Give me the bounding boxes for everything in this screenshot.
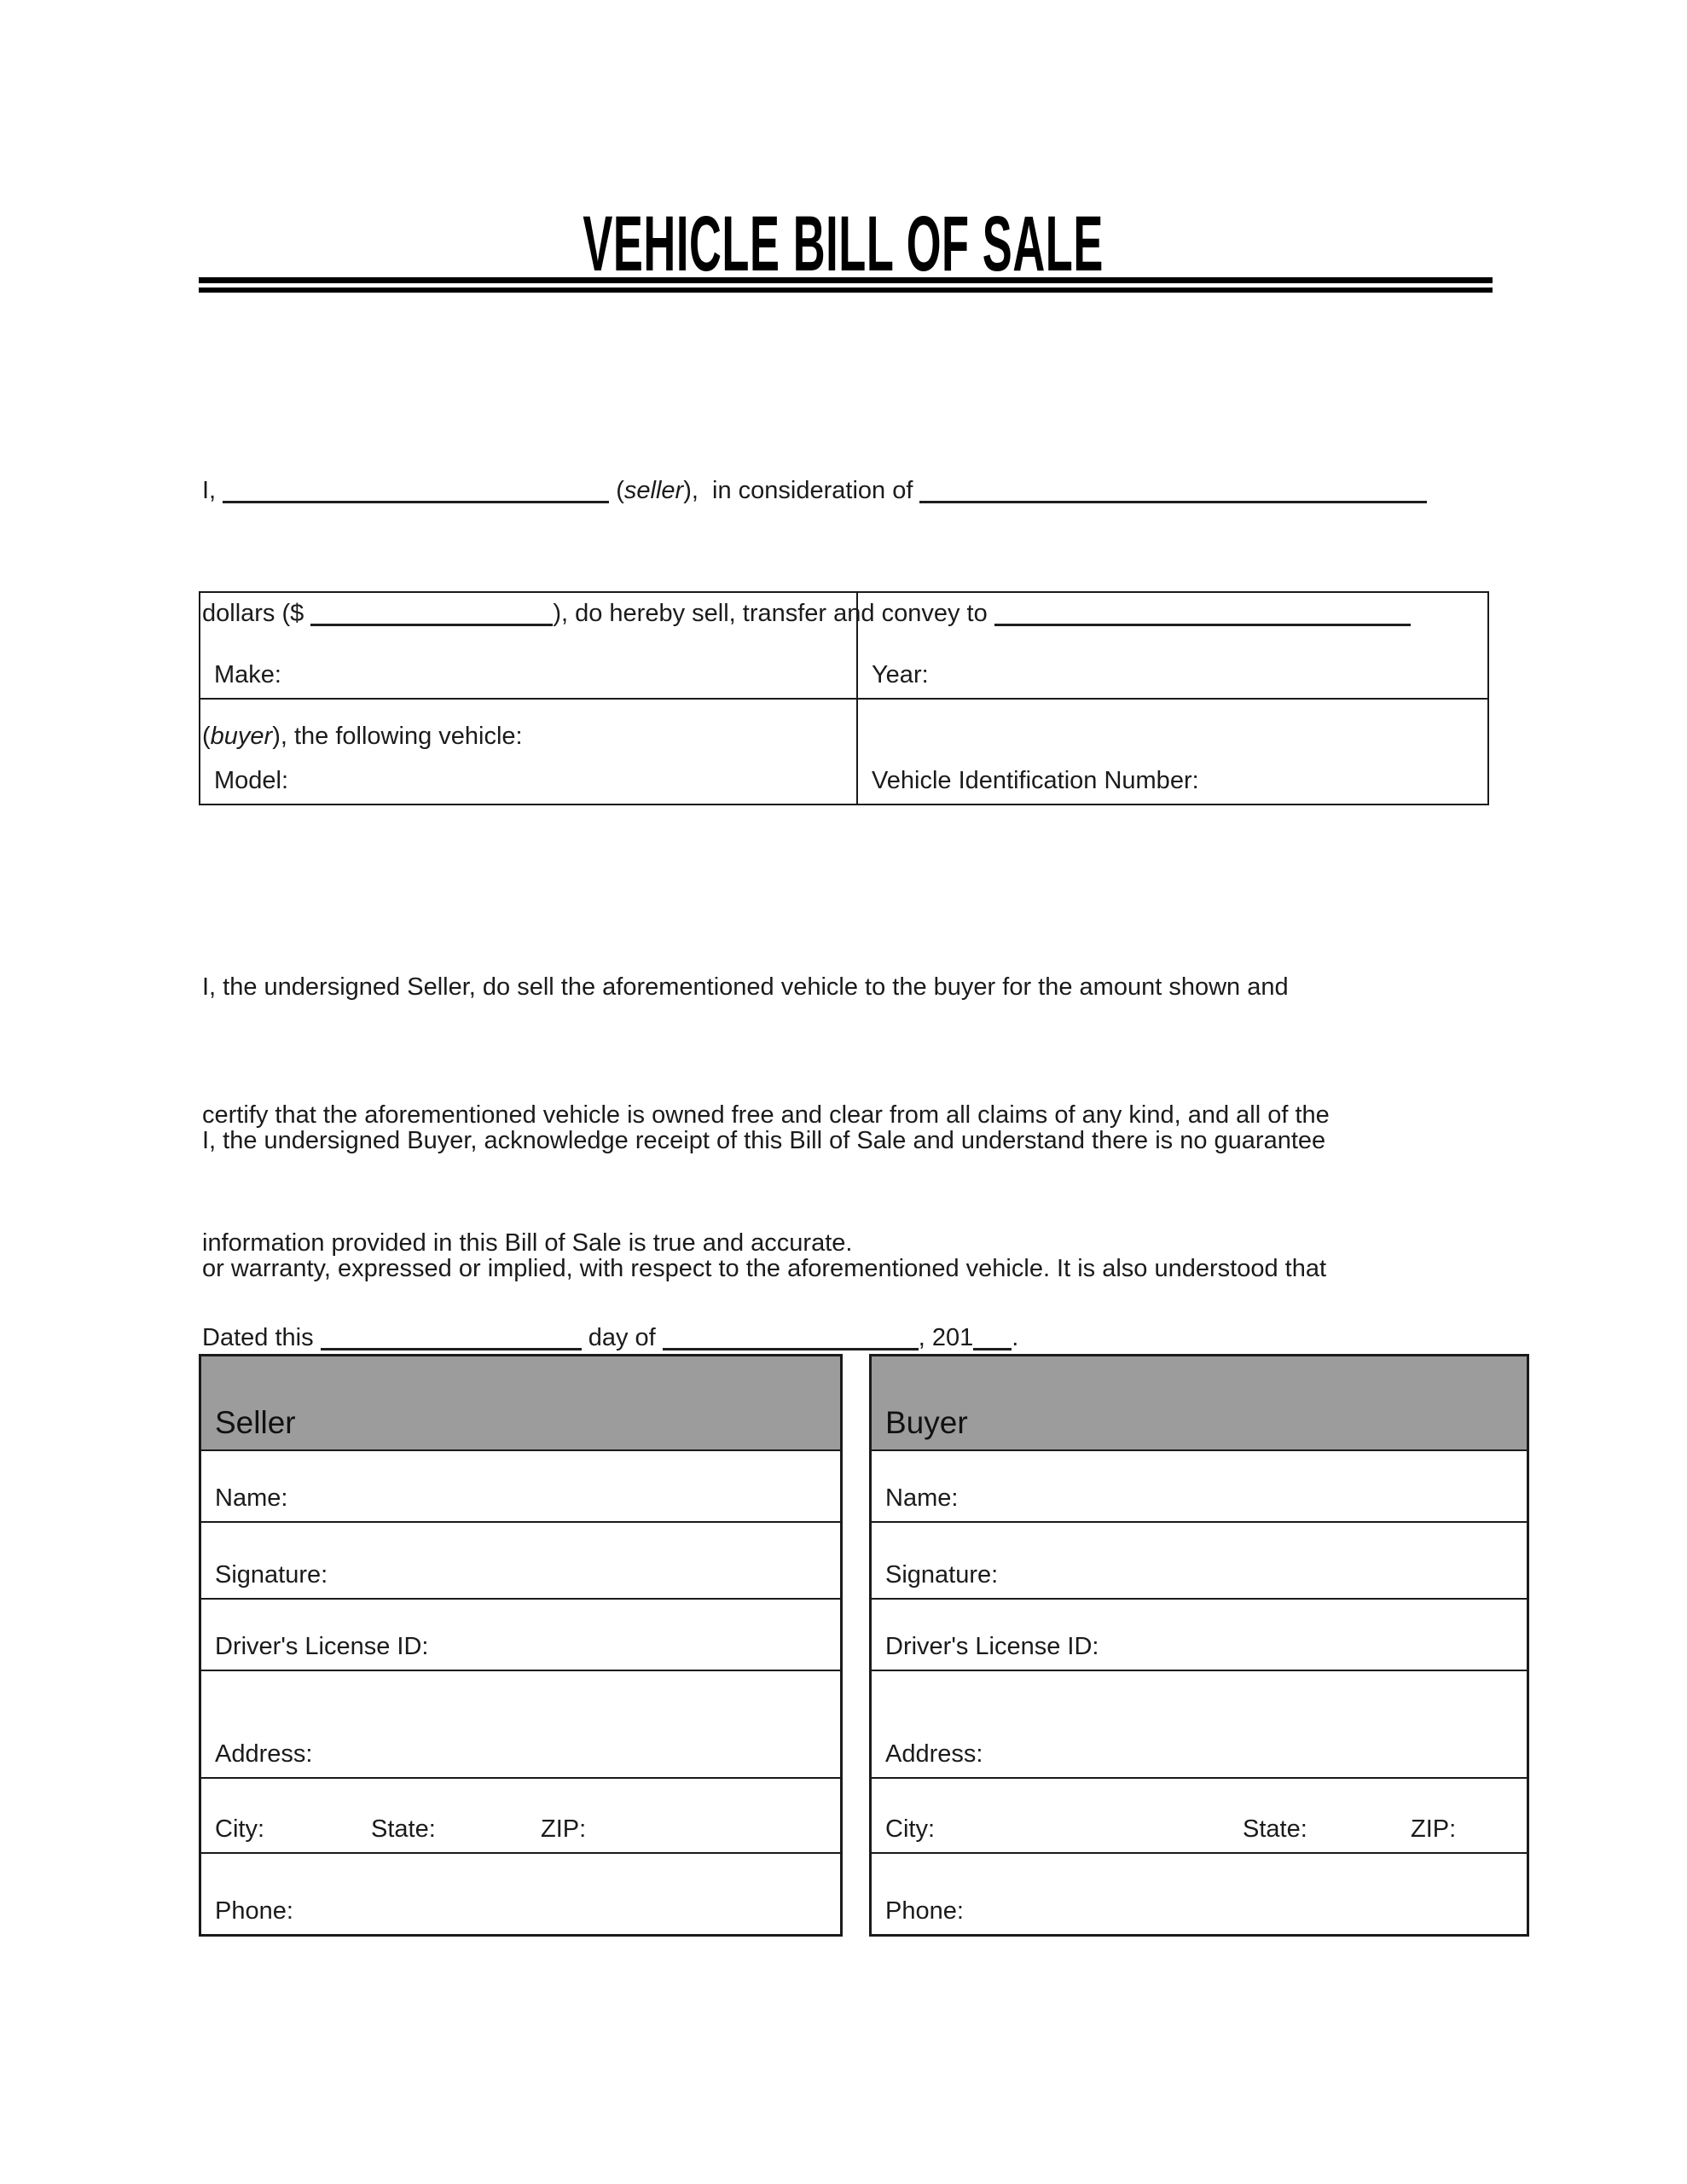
model-label: Model: [214,767,289,794]
seller-phone-label: Phone: [215,1897,293,1925]
buyer-address-label: Address: [885,1740,983,1768]
seller-zip-label: ZIP: [541,1815,587,1843]
seller-name-blank[interactable] [223,475,609,503]
dated-text: Dated this [202,1324,321,1351]
buyer-state-label: State: [1243,1815,1307,1843]
buyer-address-row[interactable] [872,1671,1527,1779]
intro-text: ( [202,723,211,750]
buyer-statement-line-1: I, the undersigned Buyer, acknowledge receipt of this Bill of Sale and understand there is no guarantee [202,1127,1326,1154]
buyer-statement-line-2: or warranty, expressed or implied, with respect to the aforementioned vehicle. It is also understood that [202,1255,1327,1282]
model-cell[interactable] [200,700,858,804]
intro-text: I, [202,477,223,504]
seller-header-label: Seller [215,1405,296,1440]
seller-box-header [201,1356,840,1451]
seller-address-label: Address: [215,1740,313,1768]
buyer-phone-row[interactable] [872,1854,1527,1934]
seller-state-label: State: [371,1815,436,1843]
seller-statement-line-3: information provided in this Bill of Sale is true and accurate. [202,1229,853,1257]
seller-box [199,1354,843,1937]
buyer-zip-label: ZIP: [1411,1815,1457,1843]
seller-name-row[interactable] [201,1451,840,1523]
seller-signature-label: Signature: [215,1561,328,1589]
intro-text: ), do hereby sell, transfer and convey to [553,600,994,627]
seller-statement-line-1: I, the undersigned Seller, do sell the aforementioned vehicle to the buyer for the amount shown and [202,973,1289,1001]
dated-month-blank[interactable] [663,1322,919,1350]
buyer-box-header [872,1356,1527,1451]
seller-address-row[interactable] [201,1671,840,1779]
buyer-phone-label: Phone: [885,1897,964,1925]
seller-statement-line-2: certify that the aforementioned vehicle is owned free and clear from all claims of any kind, and all of the [202,1101,1330,1129]
year-cell[interactable] [858,593,1487,700]
buyer-city-label: City: [885,1815,935,1843]
intro-text: dollars ($ [202,600,311,627]
vin-cell[interactable] [858,700,1487,804]
dated-day-blank[interactable] [321,1322,582,1350]
intro-line-1 [202,470,1427,511]
dated-text: , 201 [918,1324,974,1351]
dated-line-text [202,1317,1018,1358]
seller-phone-row[interactable] [201,1854,840,1934]
buyer-box [869,1354,1529,1937]
intro-text: ), in consideration of [683,477,920,504]
buyer-drivers-license-label: Driver's License ID: [885,1633,1099,1660]
make-label: Make: [214,661,281,688]
buyer-word-italic: buyer [210,723,273,750]
page-title-text: VEHICLE BILL OF SALE [583,200,1104,288]
seller-city-state-zip-row[interactable] [201,1779,840,1854]
seller-drivers-license-row[interactable] [201,1600,840,1671]
buyer-name-label: Name: [885,1484,959,1512]
dated-year-blank[interactable] [973,1322,1012,1350]
title-double-rule [199,277,1493,293]
buyer-city-state-zip-row[interactable] [872,1779,1527,1854]
buyer-header-label: Buyer [885,1405,968,1440]
dated-text: day of [581,1324,663,1351]
vehicle-info-table [199,591,1489,805]
seller-drivers-license-label: Driver's License ID: [215,1633,429,1660]
consideration-amount-blank[interactable] [919,475,1427,503]
buyer-signature-label: Signature: [885,1561,999,1589]
year-label: Year: [872,661,929,688]
intro-text: ( [609,477,624,504]
seller-word-italic: seller [623,477,684,504]
buyer-drivers-license-row[interactable] [872,1600,1527,1671]
seller-city-label: City: [215,1815,264,1843]
page-title [0,200,1687,289]
seller-name-label: Name: [215,1484,288,1512]
buyer-signature-row[interactable] [872,1523,1527,1600]
buyer-name-row[interactable] [872,1451,1527,1523]
dated-text: . [1012,1324,1019,1351]
vin-label: Vehicle Identification Number: [872,767,1199,794]
seller-signature-row[interactable] [201,1523,840,1600]
make-cell[interactable] [200,593,858,700]
intro-text: ), the following vehicle: [272,723,523,750]
